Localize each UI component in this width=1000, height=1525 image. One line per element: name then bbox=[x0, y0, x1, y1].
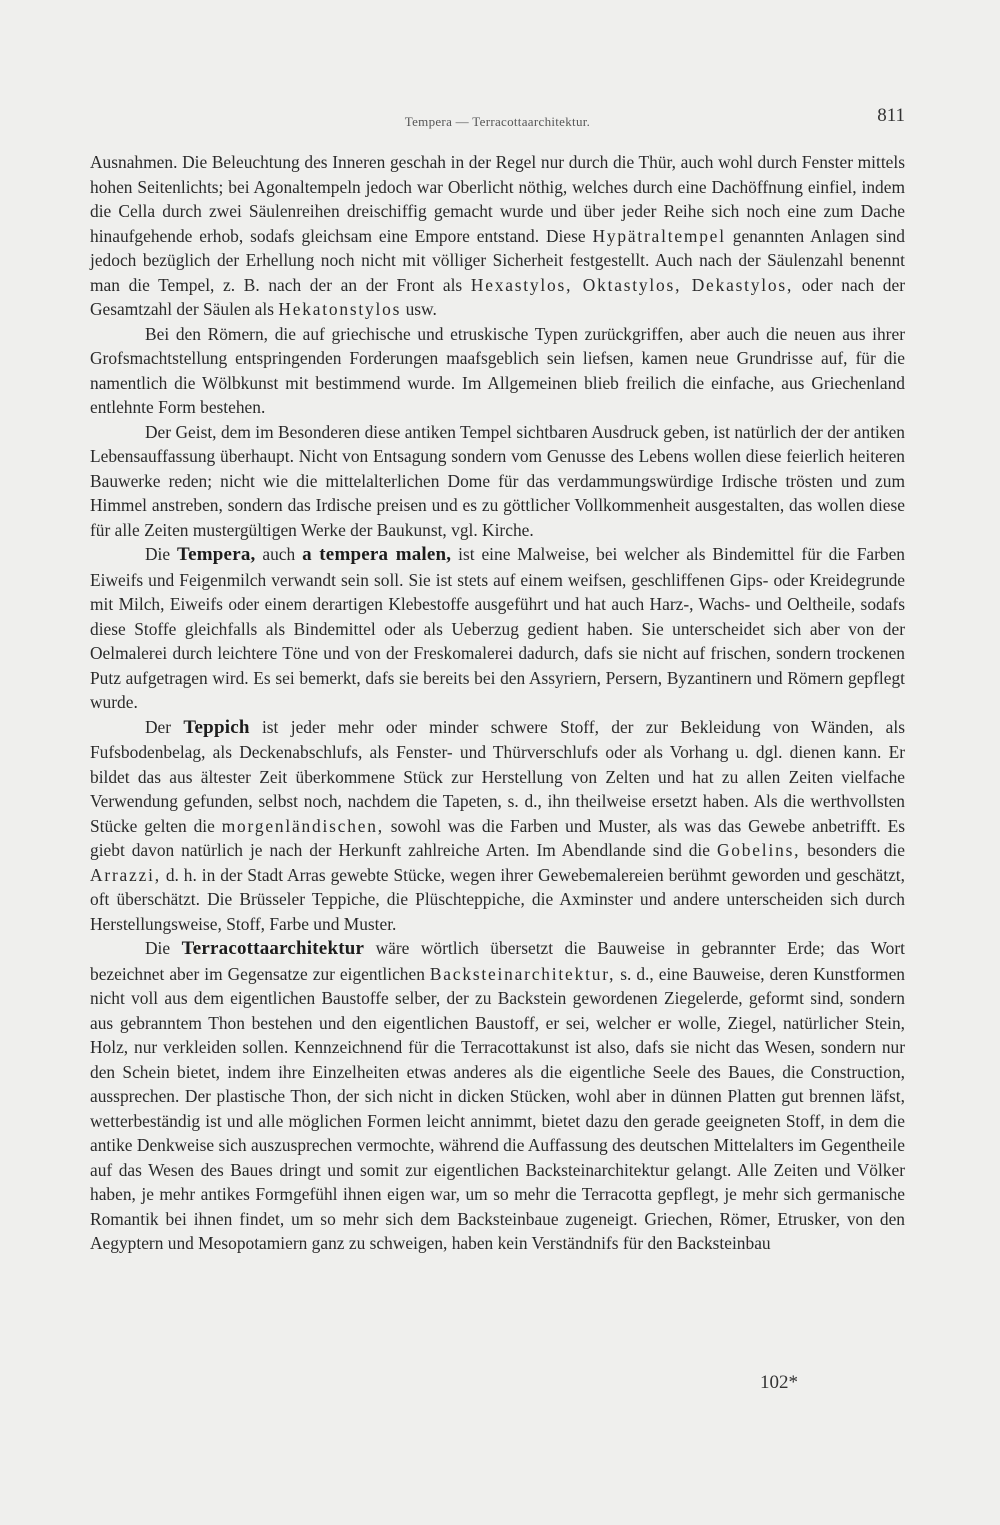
entry-tempera: Die Tempera, auch a tempera malen, ist eine Malweise, bei welcher als Bindemittel für die Farben Eiweifs und Feigenmilch verwandt sein soll. Sie ist stets auf einem weifsen, geschliffenen Gips- oder Kreidegrunde mit Milch, Eiweifs oder einem derartigen Klebestoffe ausgeführt und hat auch Harz-, Wachs- und Oeltheile, sodafs diese Stoffe gleichfalls als Bindemittel oder als Ueberzug gedient haben. Sie unterscheidet sich aber von der Oelmalerei durch leichtere Töne und von der Freskomalerei dadurch, dafs sie nicht auf frischen, sondern trockenen Putz aufgetragen wird. Es sei bemerkt, dafs sie bereits bei den Assyriern, Persern, Byzantinern und Römern gepflegt wurde. bbox=[90, 544, 905, 712]
sheet-signature: 102* bbox=[760, 1372, 798, 1393]
spaced-term: Hexastylos, Oktastylos, Dekastylos, bbox=[470, 274, 794, 295]
entry-headword: Tempera, bbox=[177, 544, 256, 565]
spaced-term: Arrazzi, bbox=[90, 864, 161, 885]
spaced-term: Backsteinarchitektur, bbox=[429, 963, 616, 984]
paragraph-temple-lighting: Ausnahmen. Die Beleuchtung des Inneren geschah in der Regel nur durch die Thür, auch wohl durch Fenster mittels hohen Seitenlichts; bei Agonaltempeln jedoch war Oberlicht nöthig, welches durch eine Dachöffnung einfiel, indem die Cella durch zwei Säulenreihen dreischiffig gemacht wurde und über jeder Reihe sich noch eine zum Dache hinaufgehende erhob, sodafs gleichsam eine Empore entstand. Diese Hypätraltempel genannten Anlagen sind jedoch bezüglich der Erhellung noch nicht mit völliger Sicherheit festgestellt. Auch nach der Säulenzahl benennt man die Tempel, z. B. nach der an der Front als Hexastylos, Oktastylos, Dekastylos, oder nach der Gesamtzahl der Säulen als Hekatonstylos usw. bbox=[90, 152, 905, 319]
page-number: 811 bbox=[877, 105, 905, 126]
paragraph-roman-temples: Bei den Römern, die auf griechische und etruskische Typen zurückgriffen, aber auch die neuen aus ihrer Grofsmachtstellung entspringenden Forderungen maafsgeblich sein liefsen, kamen neue Grundrisse auf, für die namentlich die Wölbkunst mit bestimmend wurde. Im Allgemeinen blieb freilich die einfache, aus Griechenland entlehnte Form bestehen. bbox=[90, 323, 905, 417]
page-header bbox=[90, 105, 905, 130]
spaced-term: Hekatonstylos bbox=[278, 299, 402, 319]
spaced-term: morgenländischen, bbox=[221, 815, 384, 836]
entry-headword: a tempera malen, bbox=[302, 544, 452, 565]
entry-teppich: Der Teppich ist jeder mehr oder minder schwere Stoff, der zur Bekleidung von Wänden, als Fufsbodenbelag, als Deckenabschlufs, als Fenster- und Thürverschlufs oder als Vorhang u. dgl. dienen kann. Er bildet das aus ältester Zeit überkommene Stück zur Herstellung von Zelten und hat zu allen Zeiten vielfache Verwendung gefunden, selbst noch, nachdem die Tapeten, s. d., ihn theilweise ersetzt haben. Als die werthvollsten Stücke gelten die morgenländischen, sowohl was die Farben und Muster, als was das Gewebe anbetrifft. Es giebt davon natürlich je nach der Herkunft zahlreiche Arten. Im Abendlande sind die Gobelins, besonders die Arrazzi, d. h. in der Stadt Arras gewebte Stücke, wegen ihrer Gewebemalereien berühmt geworden und geschätzt, oft überschätzt. Die Brüsseler Teppiche, die Plüschteppiche, die Axminster und andere unterscheiden sich durch Herstellungsweise, Stoff, Farbe und Muster. bbox=[90, 716, 905, 934]
spaced-term: Hypätraltempel bbox=[592, 225, 726, 246]
body-text bbox=[90, 150, 905, 1256]
paragraph-temple-spirit: Der Geist, dem im Besonderen diese antiken Tempel sichtbaren Ausdruck geben, ist natürlich der der antiken Lebensauffassung überhaupt. Nicht von Entsagung sondern vom Genusse des Lebens wollen diese feierlich heiteren Bauwerke reden; nicht wie die mittelalterlichen Dome für das verdammungswürdige Irdische trösten und zum Himmel anstreben, sondern das Irdische preisen und es zu göttlicher Vollkommenheit ausgestalten, das wollen diese für alle Zeiten mustergültigen Werke der Baukunst, vgl. Kirche. bbox=[90, 421, 905, 540]
entry-headword: Teppich bbox=[183, 716, 250, 738]
running-head: Tempera — Terracottaarchitektur. bbox=[404, 114, 591, 129]
entry-headword: Terracottaarchitektur bbox=[181, 938, 365, 959]
spaced-term: Gobelins, bbox=[716, 840, 801, 860]
entry-terracottaarchitektur: Die Terracottaarchitektur wäre wörtlich übersetzt die Bauweise in gebrannter Erde; das Wort bezeichnet aber im Gegensatze zur eigentlichen Backsteinarchitektur, s. d., eine Bauweise, deren Kunstformen nicht voll aus dem eigentlichen Baustoffe selber, der zu Backstein gewordenen Ziegelerde, geformt sind, sondern aus gebranntem Thon bestehen und den eigentlichen Baustoff, er sei, welcher er wolle, Ziegel, natürlicher Stein, Holz, nur verkleiden sollen. Kennzeichnend für die Terracottakunst ist also, dafs sie nicht das Wesen, sondern nur den Schein bietet, indem ihre Einzelheiten etwas anderes als die eigentliche Seele des Baues, die Construction, aussprechen. Der plastische Thon, der sich nicht in dicken Stücken, wohl aber in dünnen Platten gut brennen läfst, wetterbeständig ist und alle möglichen Formen leicht annimmt, bietet dazu den gerade geeigneten Stoff, in dem die antike Denkweise sich auszusprechen vermochte, während die Auffassung des deutschen Mittelalters im Gegentheile auf das Wesen des Baues dringt und somit zur eigentlichen Backsteinarchitektur gelangt. Alle Zeiten und Völker haben, je mehr antikes Formgefühl ihnen eigen war, um so mehr die Terracotta gepflegt, je mehr sich germanische Romantik bei ihnen findet, um so mehr sich dem Backsteinbaue zugeneigt. Griechen, Römer, Etrusker, von den Aegyptern und Mesopotamiern ganz zu schweigen, haben kein Verständnifs für den Backsteinbau bbox=[90, 938, 905, 1253]
